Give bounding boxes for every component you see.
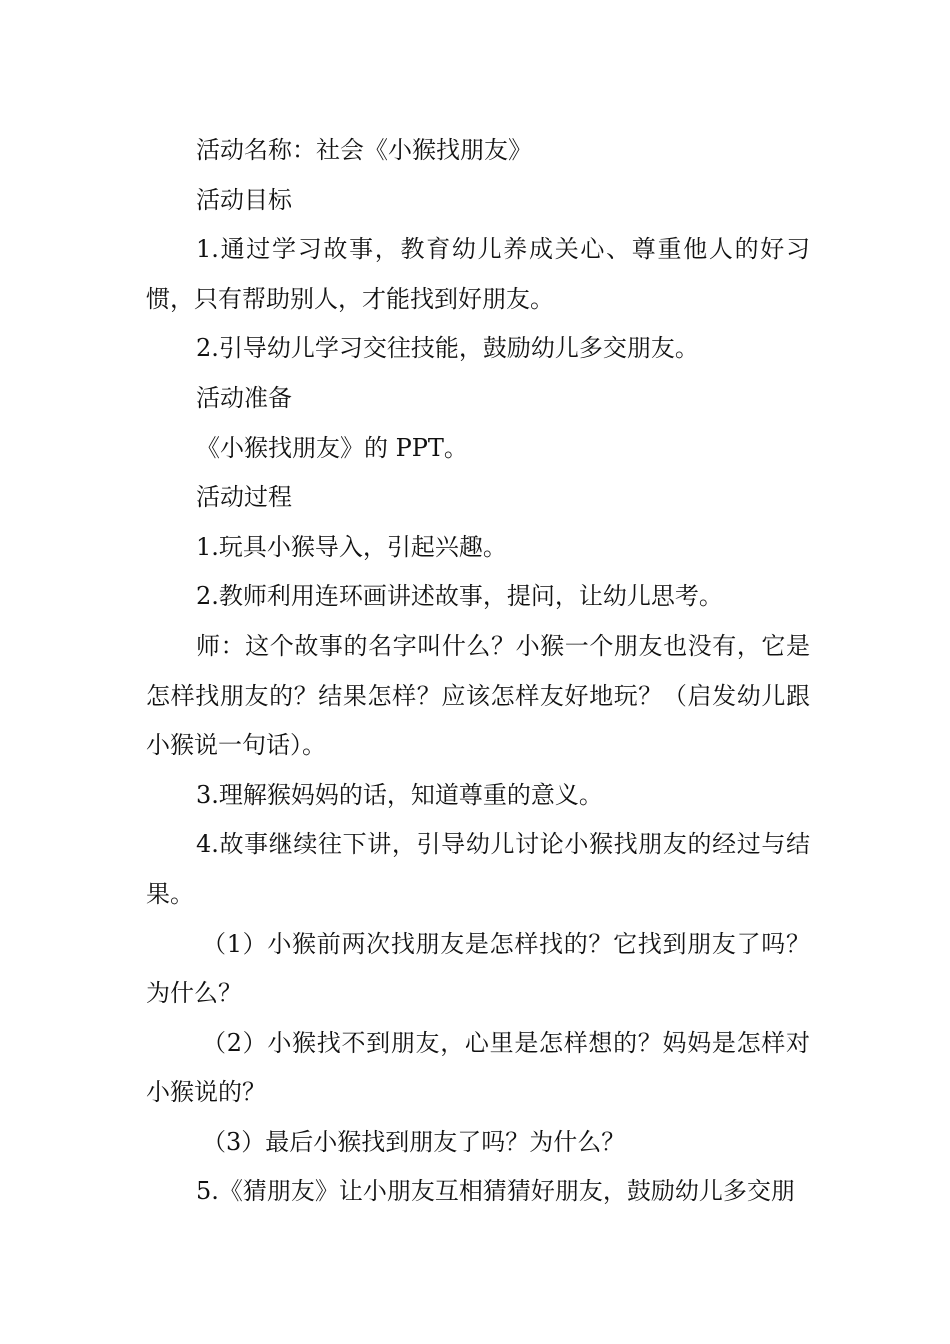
sub-question-3: （3）最后小猴找到朋友了吗？为什么？ [202, 1127, 626, 1156]
process-step-3: 3.理解猴妈妈的话，知道尊重的意义。 [196, 780, 603, 809]
section-heading-goals: 活动目标 [196, 185, 292, 214]
sub-question-2: （2）小猴找不到朋友，心里是怎样想的？妈妈是怎样对小猴说的？ [146, 1028, 810, 1107]
preparation-text: 《小猴找朋友》的 PPT。 [196, 433, 468, 462]
process-step-1: 1.玩具小猴导入，引起兴趣。 [196, 532, 507, 561]
document-body [146, 126, 810, 1217]
goal-item-1: 1.通过学习故事，教育幼儿养成关心、尊重他人的好习惯，只有帮助别人，才能找到好朋友。 [146, 235, 810, 313]
activity-name-line: 活动名称：社会《小猴找朋友》 [196, 136, 532, 164]
goal-item-2: 2.引导幼儿学习交往技能，鼓励幼儿多交朋友。 [196, 334, 699, 363]
section-heading-preparation: 活动准备 [196, 383, 292, 412]
process-step-5: 5.《猜朋友》让小朋友互相猜猜好朋友，鼓励幼儿多交朋 [196, 1177, 795, 1206]
sub-question-1: （1）小猴前两次找朋友是怎样找的？它找到朋友了吗？为什么？ [146, 929, 810, 1008]
process-step-4: 4.故事继续往下讲，引导幼儿讨论小猴找朋友的经过与结果。 [146, 830, 810, 908]
teacher-question-paragraph: 师：这个故事的名字叫什么？小猴一个朋友也没有，它是怎样找朋友的？结果怎样？应该怎样友好地玩？（启发幼儿跟小猴说一句话）。 [146, 631, 810, 760]
process-step-2: 2.教师利用连环画讲述故事，提问，让幼儿思考。 [196, 582, 723, 611]
section-heading-process: 活动过程 [196, 483, 292, 512]
